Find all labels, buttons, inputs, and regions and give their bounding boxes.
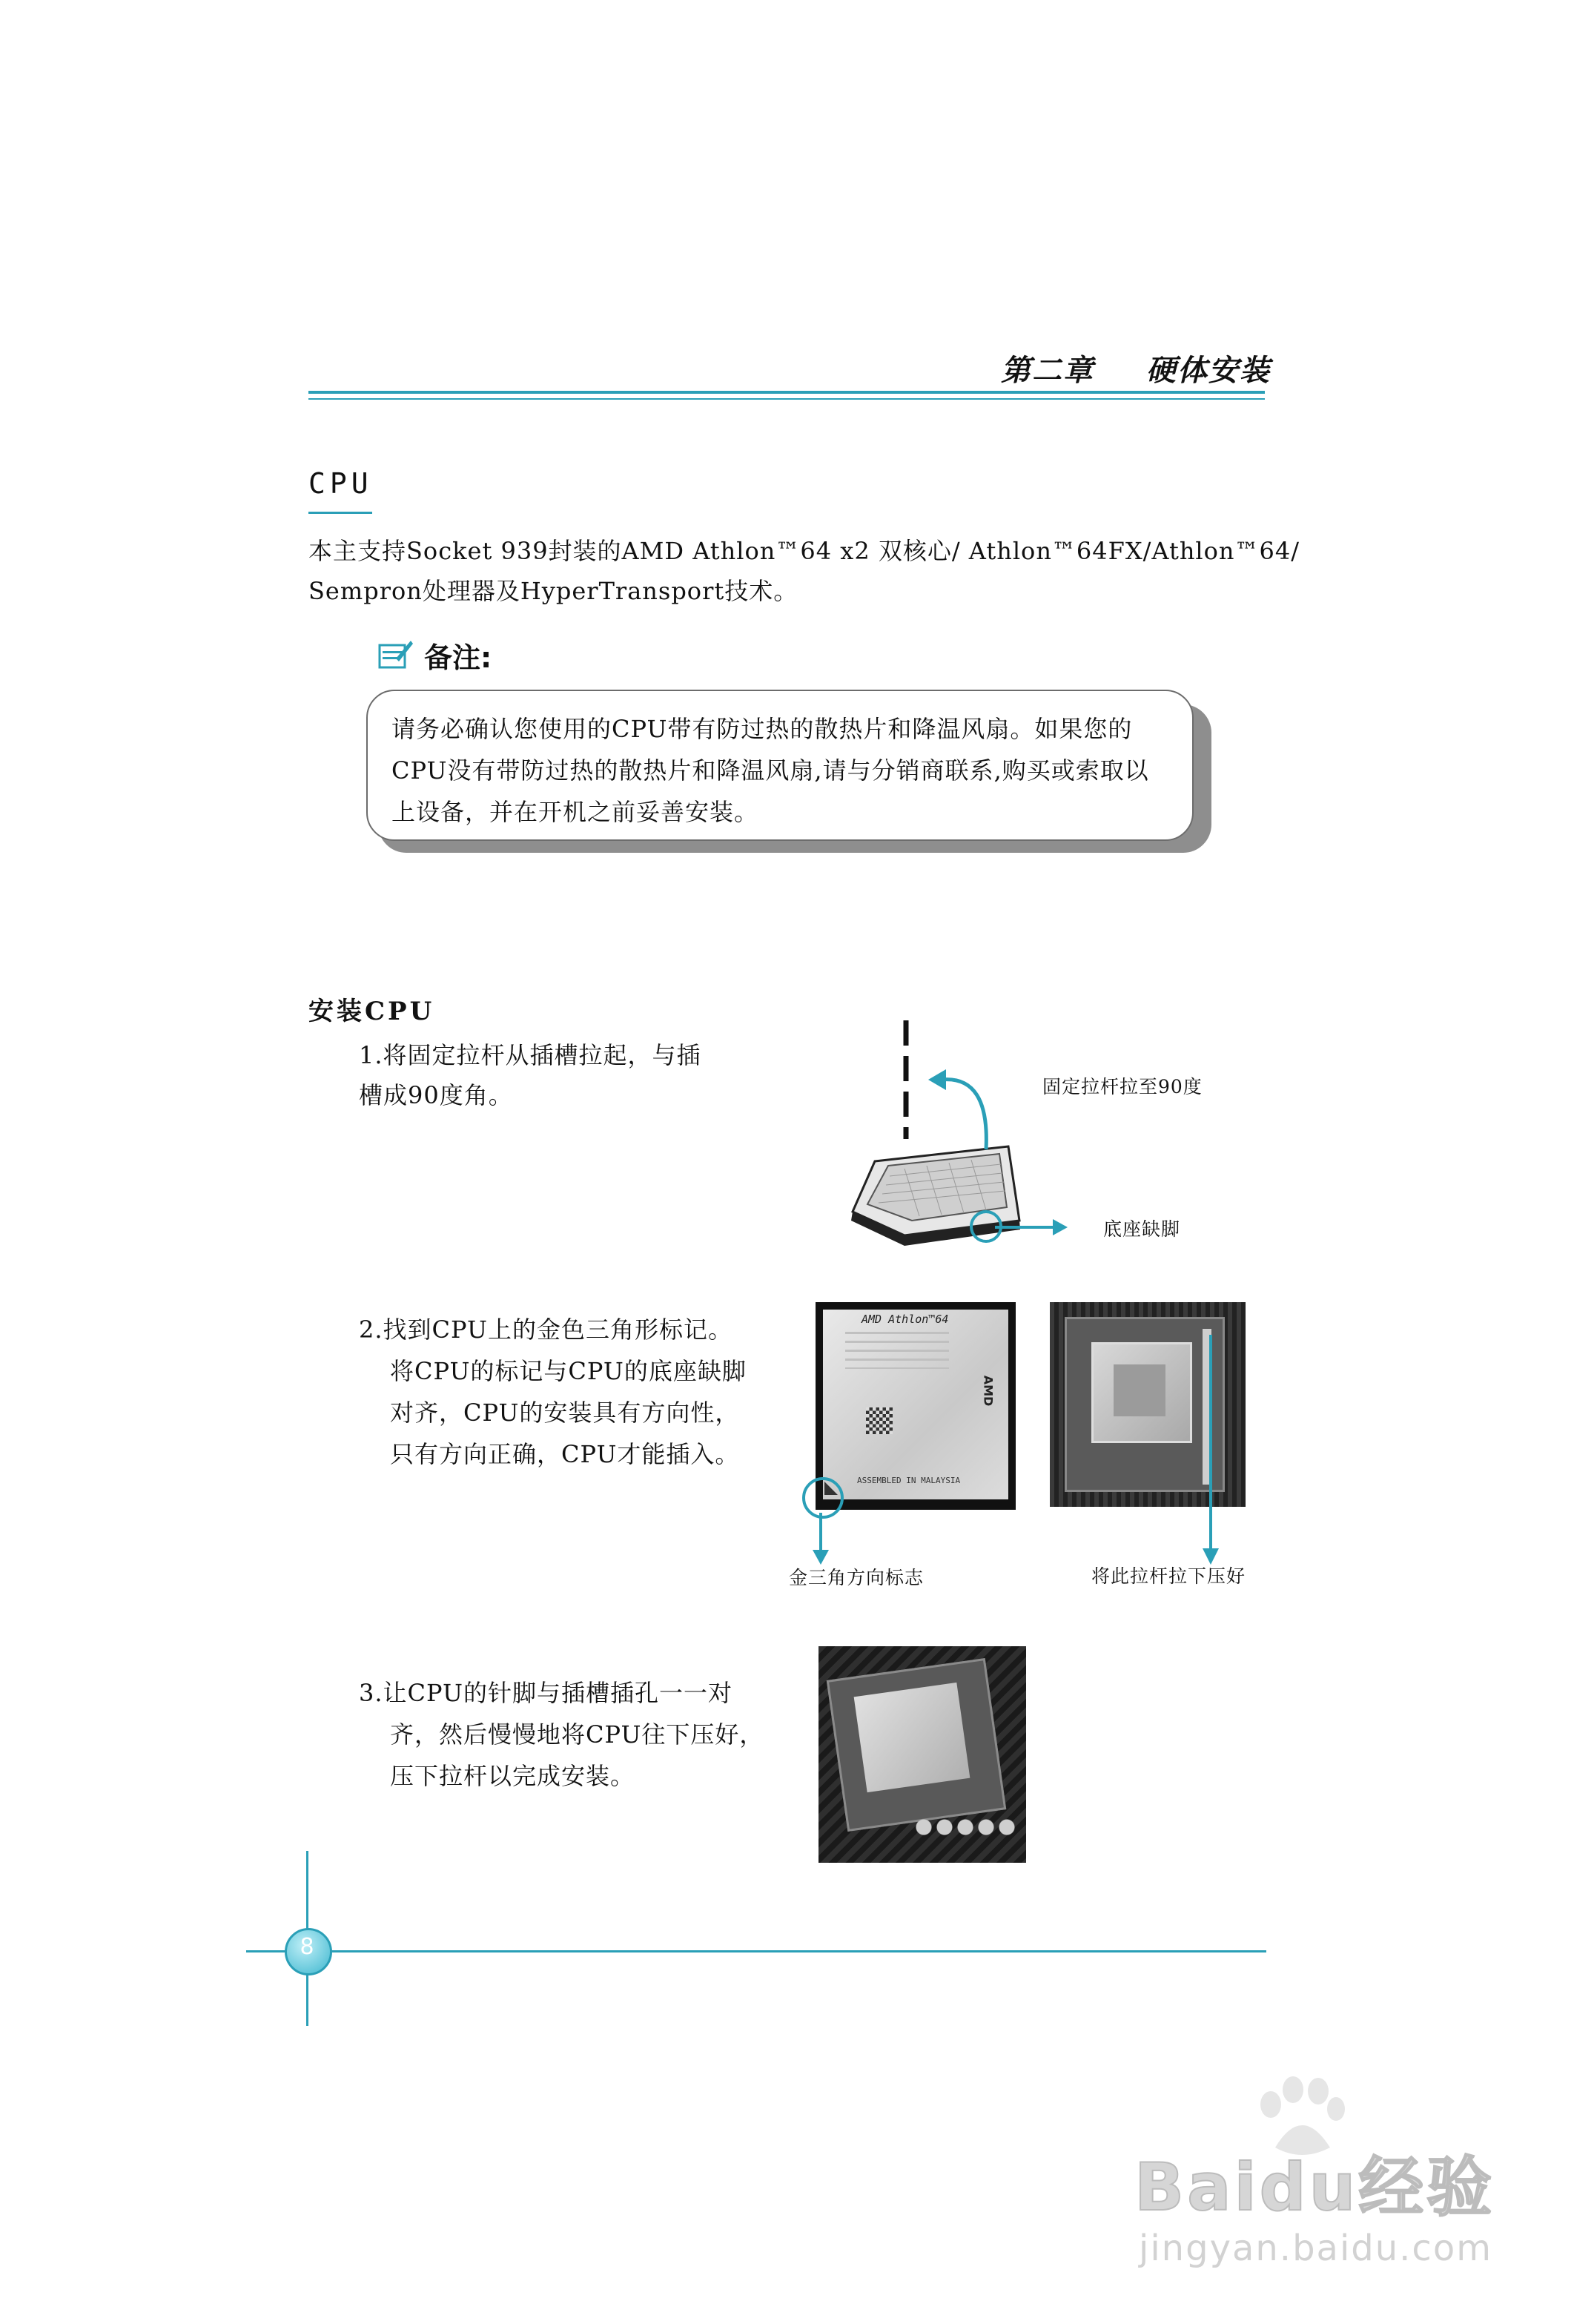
inserted-cpu-core xyxy=(1114,1364,1165,1416)
cpu-side-text: AMD xyxy=(981,1375,996,1407)
caption-press: 将此拉杆拉下压好 xyxy=(1091,1565,1246,1587)
note-pen-icon xyxy=(378,638,414,669)
cpu-spec-lines xyxy=(845,1332,949,1369)
intro-line-1: 本主支持Socket 939封装的AMD Athlon™64 x2 双核心/ Athlon™64FX/Athlon™64/ xyxy=(308,537,1300,565)
cpu-origin-text: ASSEMBLED IN MALAYSIA xyxy=(857,1476,961,1485)
note-box xyxy=(366,690,1194,841)
capacitor-row xyxy=(915,1812,1019,1842)
notch-arrow xyxy=(995,1216,1069,1238)
step1-line-1: 1.将固定拉杆从插槽拉起，与插 xyxy=(359,1041,701,1069)
header-rule-bottom xyxy=(308,398,1265,400)
section-title-underline xyxy=(308,512,372,514)
watermark-brand: Baidu经验 xyxy=(1134,2149,1495,2225)
header-rule-top xyxy=(308,391,1265,394)
caption-notch: 底座缺脚 xyxy=(1103,1218,1181,1240)
step2-line-1: 2.找到CPU上的金色三角形标记。 xyxy=(359,1315,732,1344)
triangle-arrow xyxy=(810,1513,832,1565)
chapter-label: 第二章 xyxy=(1001,354,1094,388)
step3-line-1: 3.让CPU的针脚与插槽插孔一一对 xyxy=(359,1679,732,1707)
section-title: CPU xyxy=(308,467,373,500)
note-line-2: CPU没有带防过热的散热片和降温风扇,请与分销商联系,购买或索取以 xyxy=(391,756,1149,785)
caption-triangle: 金三角方向标志 xyxy=(789,1567,925,1588)
page-number: 8 xyxy=(300,1934,314,1960)
cpu-installed-photo xyxy=(819,1646,1026,1863)
step3-line-3: 压下拉杆以完成安装。 xyxy=(390,1762,635,1790)
watermark-url: jingyan.baidu.com xyxy=(1139,2228,1492,2269)
caption-lever: 固定拉杆拉至90度 xyxy=(1042,1076,1203,1097)
note-line-3: 上设备，并在开机之前妥善安装。 xyxy=(391,798,759,826)
step2-line-4: 只有方向正确，CPU才能插入。 xyxy=(390,1440,740,1468)
intro-line-2: Sempron处理器及HyperTransport技术。 xyxy=(308,577,798,605)
footer-horizontal-rule xyxy=(246,1950,1266,1952)
note-label: 备注: xyxy=(424,641,492,674)
chapter-title: 硬体安装 xyxy=(1146,354,1271,388)
step3-line-2: 齐，然后慢慢地将CPU往下压好， xyxy=(390,1720,764,1749)
lever-curved-arrow xyxy=(927,1068,1008,1157)
note-line-1: 请务必确认您使用的CPU带有防过热的散热片和降温风扇。如果您的 xyxy=(391,715,1133,743)
press-lever-arrow xyxy=(1200,1335,1222,1565)
installed-cpu xyxy=(854,1683,970,1792)
step2-line-3: 对齐，CPU的安装具有方向性， xyxy=(390,1399,740,1427)
cpu-brand-text: AMD Athlon™64 xyxy=(862,1313,949,1326)
cpu-chip-photo xyxy=(816,1302,1016,1510)
step2-line-2: 将CPU的标记与CPU的底座缺脚 xyxy=(390,1357,747,1385)
cpu-qr-code xyxy=(866,1407,893,1434)
step1-line-2: 槽成90度角。 xyxy=(359,1081,513,1109)
install-heading: 安装CPU xyxy=(308,997,435,1026)
